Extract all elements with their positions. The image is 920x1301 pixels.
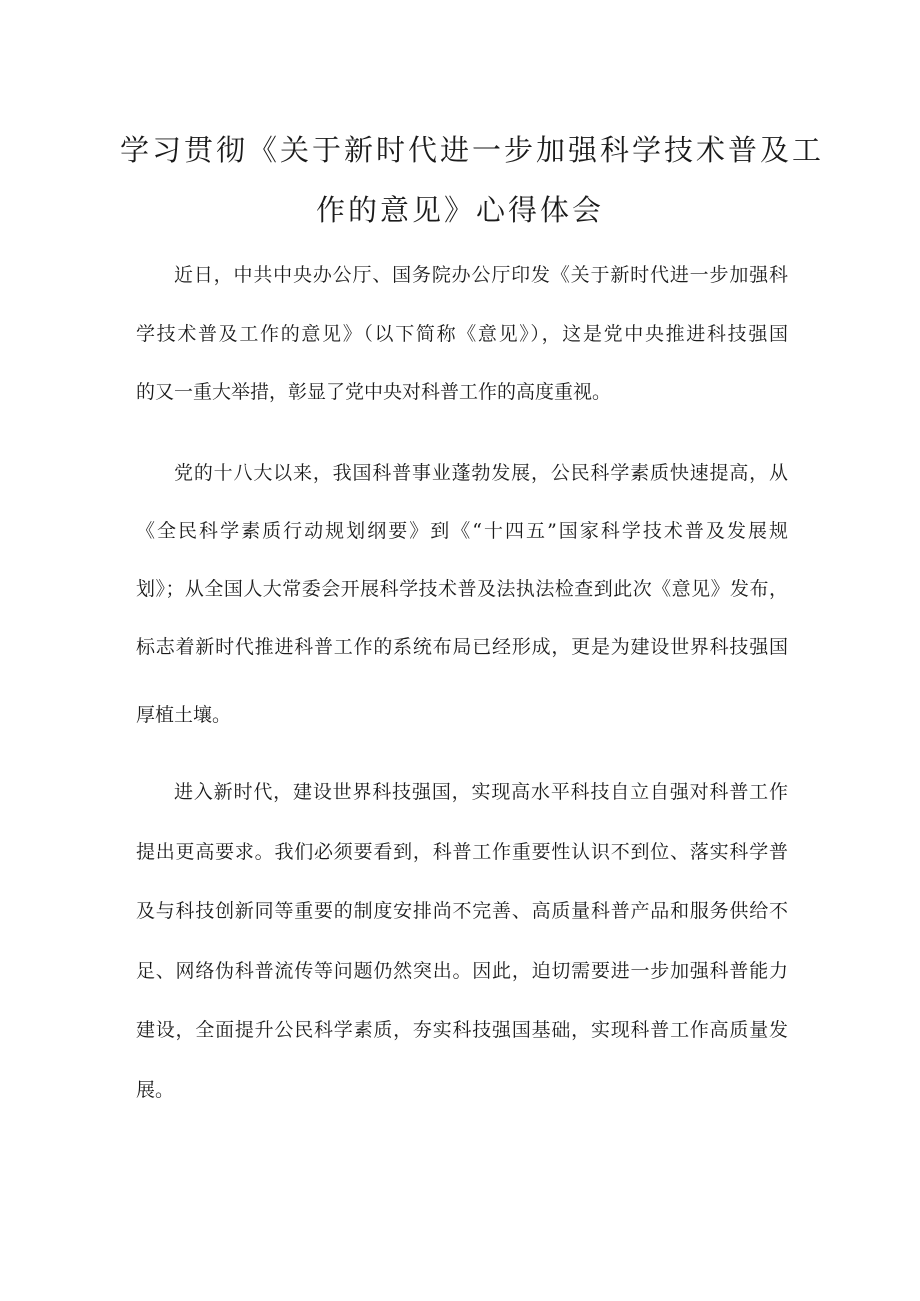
paragraph-line: 厚植土壤。 [136, 704, 232, 726]
paragraph-line: 《全民科学素质行动规划纲要》到《“十四五”国家科学技术普及发展规 [136, 520, 788, 542]
paragraph-line: 展。 [136, 1079, 175, 1101]
paragraph-line: 及与科技创新同等重要的制度安排尚不完善、高质量科普产品和服务供给不 [136, 900, 788, 922]
document-title-line-2: 作的意见》心得体会 [315, 193, 604, 227]
paragraph-line: 标志着新时代推进科普工作的系统布局已经形成，更是为建设世界科技强国 [136, 636, 788, 658]
paragraph-line: 学技术普及工作的意见》（以下简称《意见》），这是党中央推进科技强国 [136, 323, 788, 345]
paragraph-line: 的又一重大举措，彰显了党中央对科普工作的高度重视。 [136, 381, 612, 403]
paragraph-line: 提出更高要求。我们必须要看到，科普工作重要性认识不到位、落实科学普 [136, 841, 788, 863]
paragraph-line: 建设，全面提升公民科学素质，夯实科技强国基础，实现科普工作高质量发 [136, 1019, 788, 1041]
paragraph-line: 足、网络伪科普流传等问题仍然突出。因此，迫切需要进一步加强科普能力 [136, 960, 788, 982]
paragraph-line: 党的十八大以来，我国科普事业蓬勃发展，公民科学素质快速提高，从 [174, 462, 788, 484]
paragraph-line: 划》；从全国人大常委会开展科学技术普及法执法检查到此次《意见》发布， [136, 578, 788, 600]
paragraph-line: 近日，中共中央办公厅、国务院办公厅印发《关于新时代进一步加强科 [174, 264, 788, 286]
paragraph-line: 进入新时代，建设世界科技强国，实现高水平科技自立自强对科普工作 [174, 781, 788, 803]
document-title-line-1: 学习贯彻《关于新时代进一步加强科学技术普及工 [120, 133, 825, 167]
